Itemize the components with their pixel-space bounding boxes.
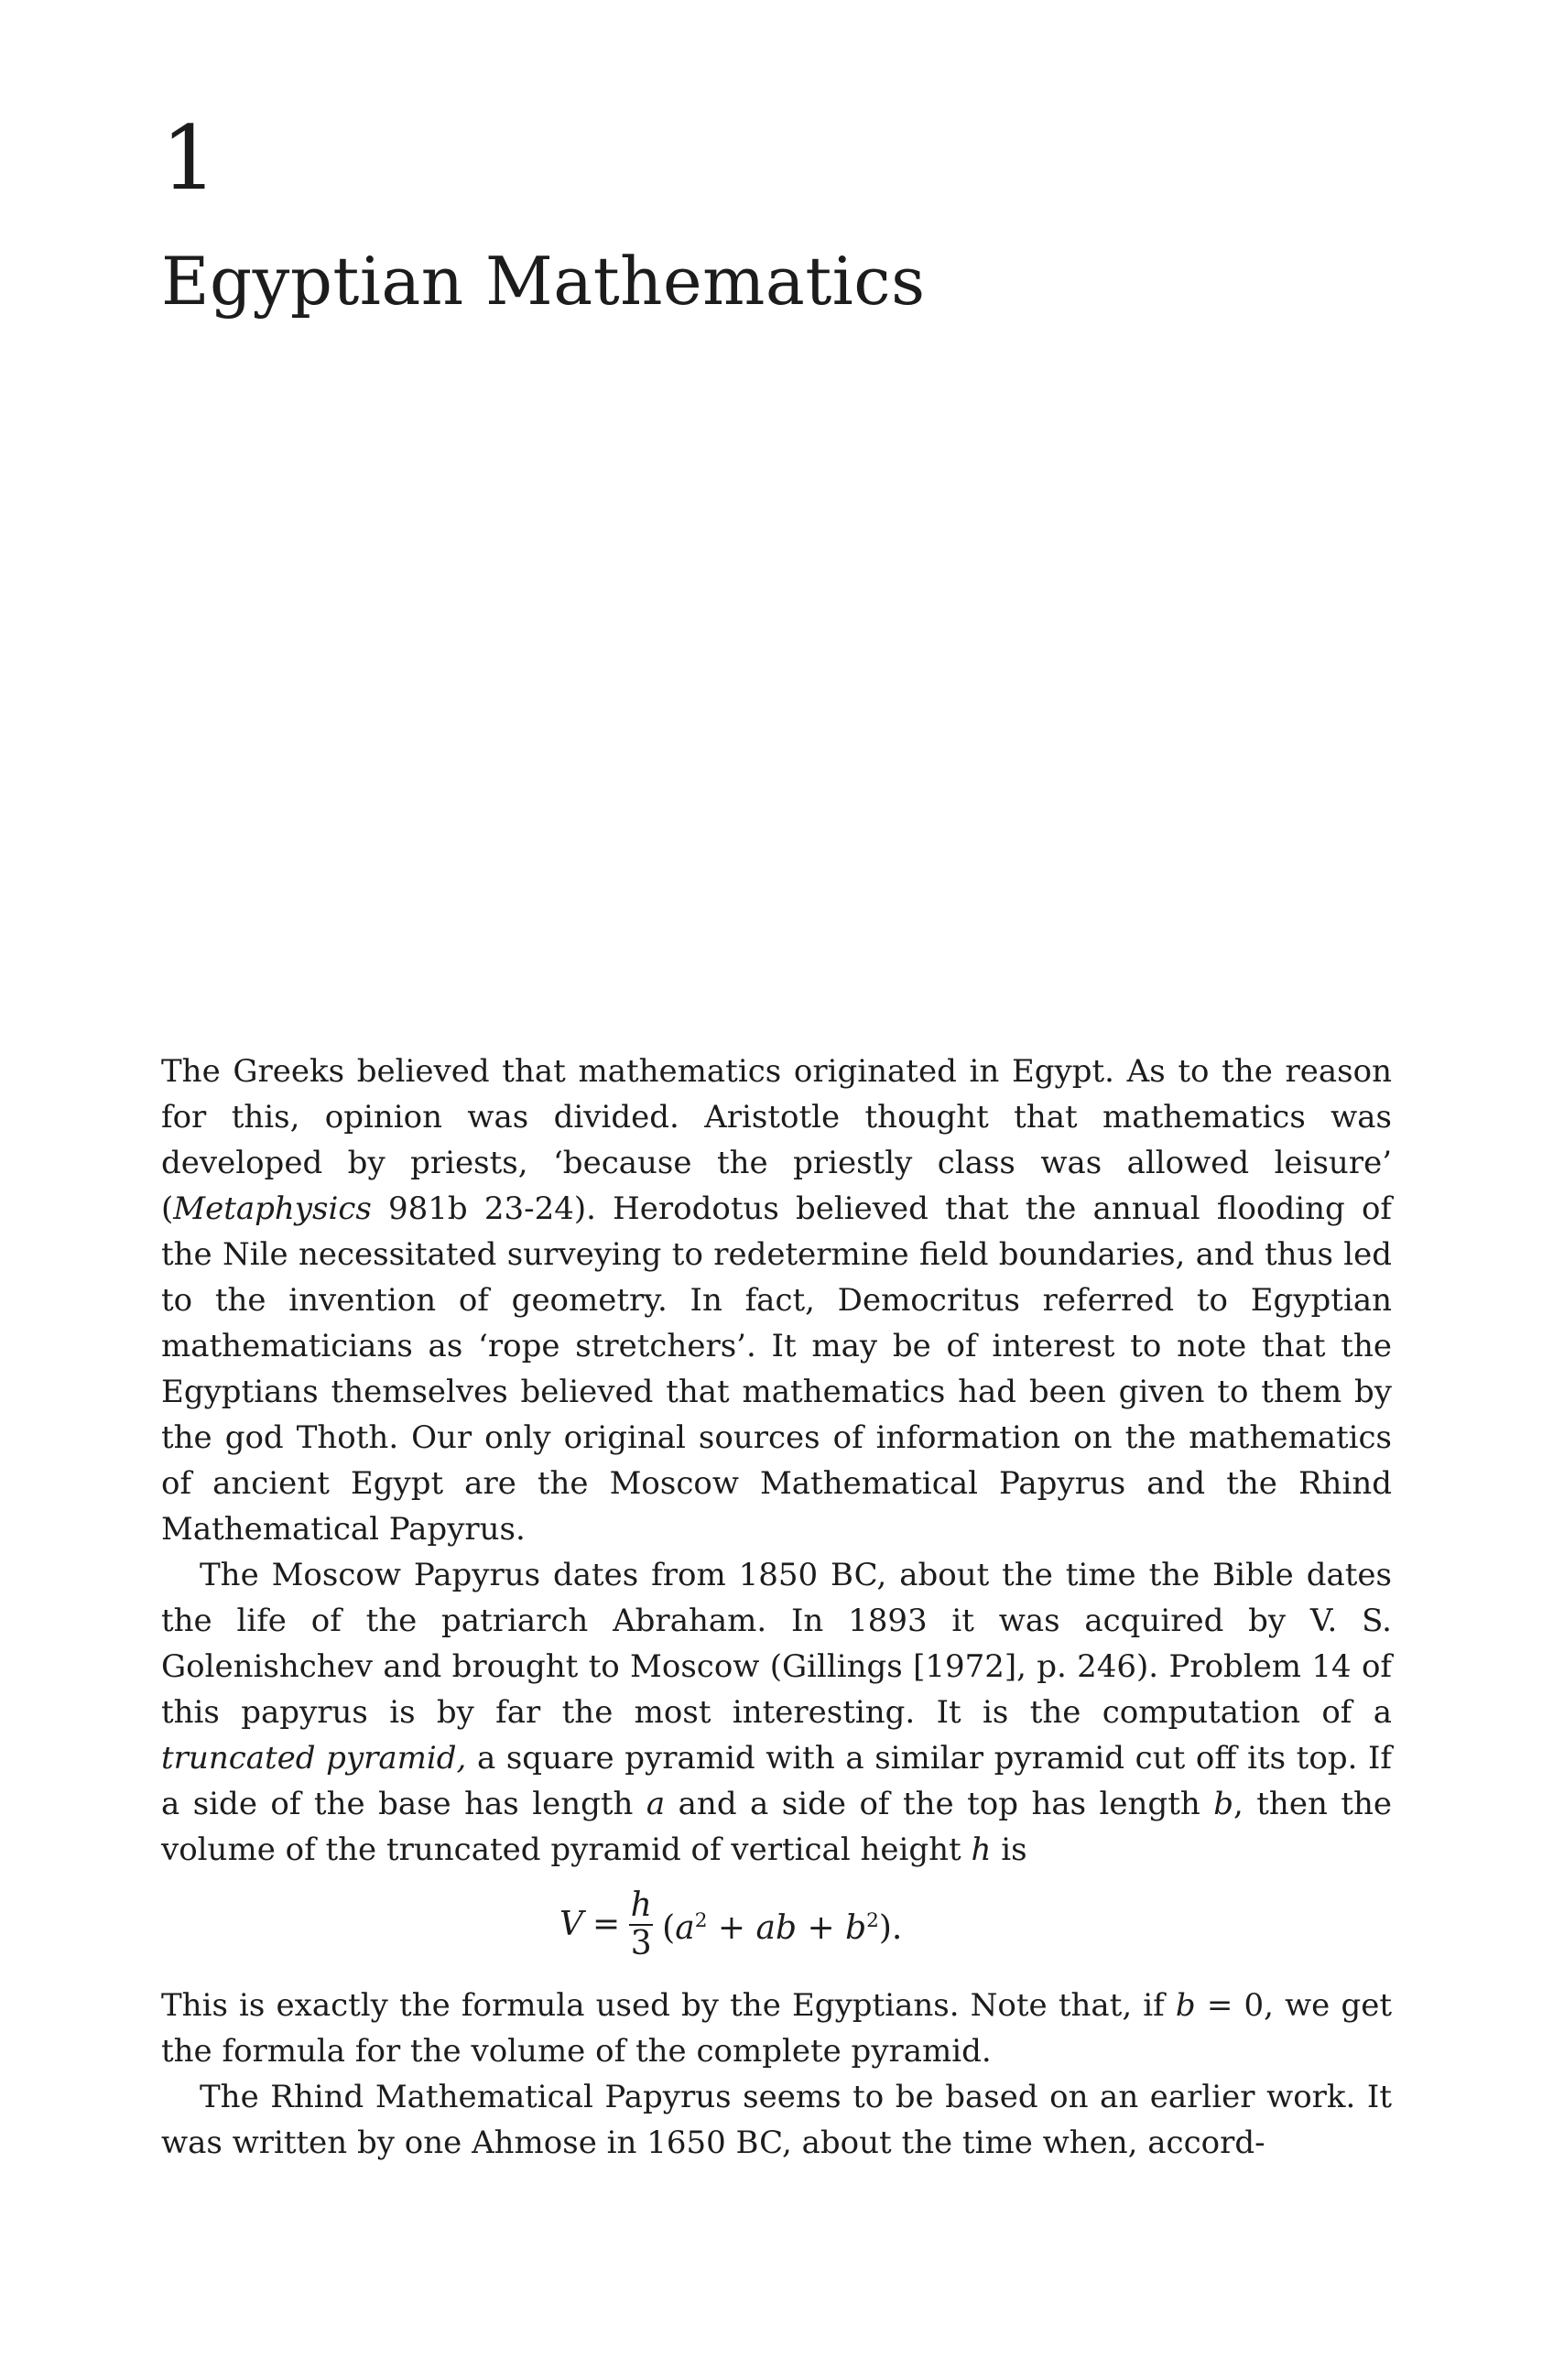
paragraph-1 — [161, 1049, 1392, 1552]
term-truncated-pyramid: truncated pyramid, — [161, 1740, 467, 1777]
paragraph-3-text-b: = 0, we get the formula for the volume of the complete pyramid. — [161, 1987, 1393, 2070]
paragraph-2-text-e: is — [991, 1831, 1027, 1868]
paragraph-3-text-a: This is exactly the formula used by the Egyptians. Note that, if — [161, 1987, 1176, 2024]
formula-plus-2: + — [797, 1909, 846, 1947]
fraction-numerator: h — [630, 1886, 652, 1924]
formula-a: a — [675, 1909, 695, 1947]
formula-equation — [559, 1887, 902, 1962]
chapter-title: Egyptian Mathematics — [161, 243, 926, 320]
paragraph-4: The Rhind Mathematical Papyrus seems to be based on an earlier work. It was written by one Ahmose in 1650 BC, about the time when, accord- — [161, 2079, 1392, 2161]
paragraph-2-text-c: and a side of the top has length — [665, 1786, 1214, 1822]
paragraph-1-text-b: 981b 23-24). Herodotus believed that the annual flooding of the Nile necessitated surveying to redetermine field boundaries, and thus led to the invention of geometry. In fact, Democritus referred to Egyptian mathematicians as ‘rope stretchers’. It may be of interest to note that the Egyptians themselves believed that mathematics had been given to them by the god Thoth. Our only original sources of information on the mathematics of ancient Egypt are the Moscow Mathematical Papyrus and the Rhind Mathematical Papyrus. — [161, 1190, 1392, 1548]
chapter-number: 1 — [161, 107, 218, 210]
paragraph-2-text-a: The Moscow Papyrus dates from 1850 BC, about the time the Bible dates the life of the patriarch Abraham. In 1893 it was acquired by V. S. Golenishchev and brought to Moscow (Gillings [1972], p. 246). Problem 14 of this papyrus is by far the most interesting. It is the computation of a — [161, 1557, 1392, 1731]
formula-plus-1: + — [707, 1909, 756, 1947]
formula-b: b — [845, 1909, 867, 1947]
variable-b: b — [1213, 1786, 1233, 1822]
fraction-denominator: 3 — [630, 1925, 652, 1962]
paragraph-3 — [161, 1983, 1392, 2074]
formula-lhs: V — [559, 1906, 583, 1943]
volume-formula — [161, 1873, 1392, 1983]
formula-exponent-2: 2 — [866, 1909, 879, 1932]
formula-open: ( — [662, 1909, 676, 1947]
formula-parenthesis-expression — [662, 1898, 902, 1951]
work-title-metaphysics: Metaphysics — [173, 1190, 372, 1227]
formula-close: ). — [878, 1909, 903, 1947]
formula-exponent-1: 2 — [694, 1909, 708, 1932]
variable-a: a — [646, 1786, 666, 1822]
variable-b-2: b — [1175, 1987, 1196, 2024]
formula-equals: = — [592, 1906, 621, 1943]
variable-h: h — [971, 1831, 992, 1868]
paragraph-2 — [161, 1552, 1392, 1873]
paragraph-1-text-a: The Greeks believed that mathematics originated in Egypt. As to the reason for this, opinion was divided. Aristotle thought that mathematics was developed by priests, ‘because the priestly class was allowed leisure’ ( — [161, 1053, 1392, 1227]
paragraph-2-text-d: , then the volume of the truncated pyramid of vertical height — [161, 1786, 1392, 1868]
paragraph-2-text-b: a square pyramid with a similar pyramid cut off its top. If a side of the base has length — [161, 1740, 1393, 1822]
formula-ab: ab — [755, 1909, 798, 1947]
formula-fraction — [629, 1887, 653, 1962]
body-text — [161, 1049, 1392, 2166]
